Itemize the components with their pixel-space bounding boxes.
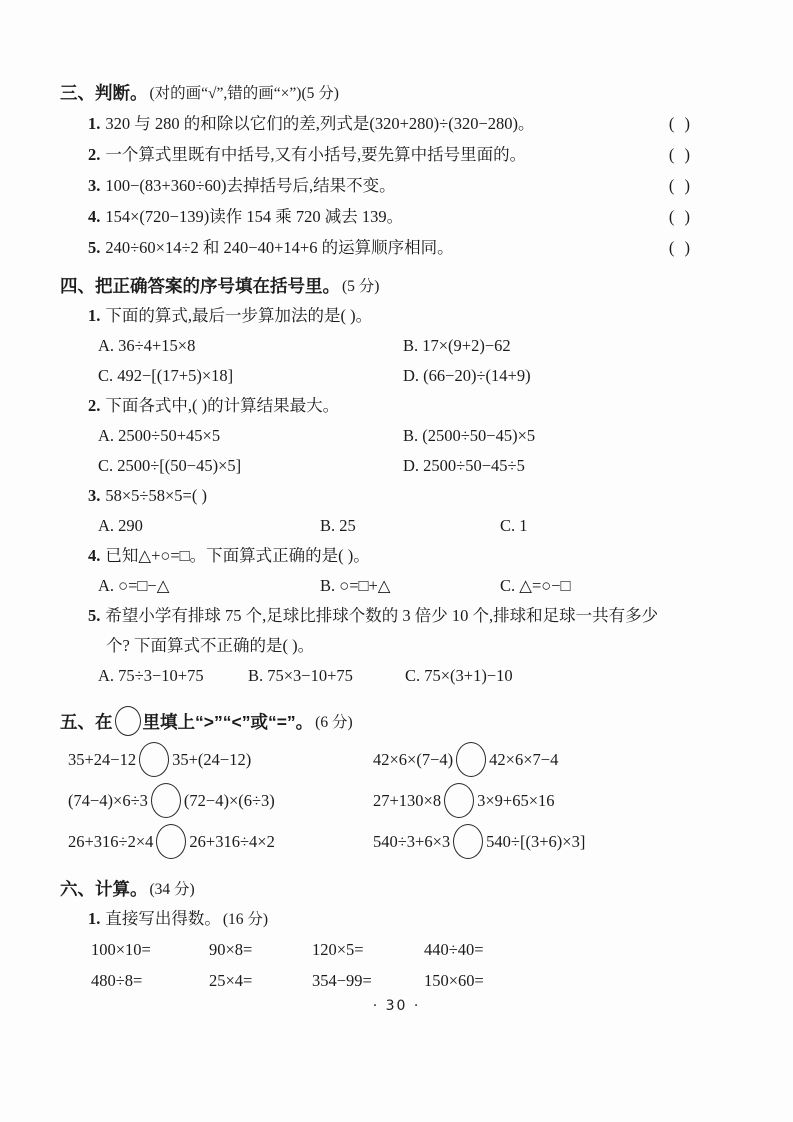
answer-brackets: ( ) bbox=[668, 114, 693, 133]
expression-right: 540÷[(3+6)×3] bbox=[486, 831, 586, 851]
page-number: · 30 · bbox=[372, 998, 421, 1014]
item-text: 100−(83+360÷60)去掉括号后,结果不变。 bbox=[105, 176, 396, 195]
calc-subheader bbox=[88, 904, 693, 934]
compare-pair bbox=[68, 742, 373, 777]
option-b: B. 17×(9+2)−62 bbox=[403, 336, 511, 355]
section-5-note: (6 分) bbox=[315, 714, 353, 731]
option-a: A. ○=□−△ bbox=[98, 576, 170, 595]
item-text: 一个算式里既有中括号,又有小括号,要先算中括号里面的。 bbox=[105, 145, 527, 164]
option-c: C. 75×(3+1)−10 bbox=[405, 666, 513, 685]
choice-q3-stem bbox=[88, 481, 693, 511]
compare-circle-blank bbox=[151, 783, 181, 818]
item-number: 5. bbox=[88, 238, 101, 257]
item-number: 2. bbox=[88, 145, 101, 164]
item-number: 1. bbox=[88, 114, 101, 133]
option-b: B. ○=□+△ bbox=[320, 576, 391, 595]
expression-left: 27+130×8 bbox=[373, 790, 442, 810]
calc-expression: 100×10= bbox=[91, 940, 151, 959]
calc-expression: 150×60= bbox=[424, 971, 484, 990]
option-a: A. 290 bbox=[98, 516, 143, 535]
compare-circle-blank bbox=[456, 742, 486, 777]
calc-expression: 354−99= bbox=[312, 971, 372, 990]
calc-expression: 25×4= bbox=[209, 971, 253, 990]
stem-text: 希望小学有排球 75 个,足球比排球个数的 3 倍少 10 个,排球和足球一共有多少 bbox=[105, 606, 659, 625]
expression-right: 3×9+65×16 bbox=[477, 790, 555, 810]
option-b: B. (2500÷50−45)×5 bbox=[403, 426, 536, 445]
choice-q1-stem bbox=[88, 301, 693, 331]
option-b: B. 75×3−10+75 bbox=[248, 666, 353, 685]
worksheet-content bbox=[60, 76, 693, 996]
choice-q2-options-row1 bbox=[98, 421, 693, 451]
answer-brackets: ( ) bbox=[668, 145, 693, 164]
expression-left: 35+24−12 bbox=[68, 749, 137, 769]
compare-circle-blank bbox=[139, 742, 169, 777]
option-d: D. 2500÷50−45÷5 bbox=[403, 456, 525, 475]
compare-pair bbox=[373, 783, 555, 818]
item-text: 240÷60×14÷2 和 240−40+14+6 的运算顺序相同。 bbox=[105, 238, 454, 257]
item-number: 2. bbox=[88, 396, 101, 415]
compare-pair bbox=[68, 783, 373, 818]
choice-q1-options-row1 bbox=[98, 331, 693, 361]
calc-expression: 90×8= bbox=[209, 940, 253, 959]
section-3-title: 三、判断。 bbox=[60, 82, 148, 103]
judge-item-1 bbox=[88, 108, 693, 139]
stem-text: 已知△+○=□。下面算式正确的是( )。 bbox=[105, 546, 370, 565]
judge-item-3 bbox=[88, 170, 693, 201]
compare-pair bbox=[373, 742, 558, 777]
answer-brackets: ( ) bbox=[668, 176, 693, 195]
compare-pair bbox=[373, 824, 585, 859]
option-c: C. 492−[(17+5)×18] bbox=[98, 366, 234, 385]
expression-right: (72−4)×(6÷3) bbox=[183, 790, 275, 810]
option-d: D. (66−20)÷(14+9) bbox=[403, 366, 531, 385]
compare-circle-blank bbox=[444, 783, 474, 818]
option-c: C. 2500÷[(50−45)×5] bbox=[98, 456, 242, 475]
item-text: 320 与 280 的和除以它们的差,列式是(320+280)÷(320−280)。 bbox=[105, 114, 535, 133]
judge-item-4 bbox=[88, 201, 693, 232]
item-number: 3. bbox=[88, 486, 101, 505]
section-6-note: (34 分) bbox=[149, 881, 195, 898]
option-c: C. △=○−□ bbox=[500, 576, 571, 595]
compare-row-2 bbox=[68, 780, 693, 821]
choice-q5-stem-line2 bbox=[106, 631, 693, 661]
choice-q4-stem bbox=[88, 541, 693, 571]
item-number: 1. bbox=[88, 306, 101, 325]
item-number: 5. bbox=[88, 606, 101, 625]
section-5-title-mid: 里填上“>”“<”或“=”。 bbox=[142, 711, 314, 732]
option-a: A. 75÷3−10+75 bbox=[98, 666, 204, 685]
expression-right: 35+(24−12) bbox=[172, 749, 252, 769]
option-c: C. 1 bbox=[500, 516, 528, 535]
section-4-note: (5 分) bbox=[342, 278, 380, 295]
option-b: B. 25 bbox=[320, 516, 356, 535]
expression-left: (74−4)×6÷3 bbox=[68, 790, 148, 810]
section-4-title: 四、把正确答案的序号填在括号里。 bbox=[60, 275, 340, 296]
answer-brackets: ( ) bbox=[668, 238, 693, 257]
calc-expression: 480÷8= bbox=[91, 971, 143, 990]
section-4-header bbox=[60, 269, 693, 301]
choice-q4-options bbox=[98, 571, 693, 601]
stem-text: 下面各式中,( )的计算结果最大。 bbox=[105, 396, 340, 415]
choice-q2-options-row2 bbox=[98, 451, 693, 481]
section-3-header bbox=[60, 76, 693, 108]
choice-q3-options bbox=[98, 511, 693, 541]
item-number: 4. bbox=[88, 207, 101, 226]
compare-circle-icon bbox=[115, 706, 141, 736]
section-6-title: 六、计算。 bbox=[60, 878, 148, 899]
calc-expression: 440÷40= bbox=[424, 940, 484, 959]
item-number: 1. bbox=[88, 909, 101, 928]
calc-expression: 120×5= bbox=[312, 940, 364, 959]
subheader-text: 直接写出得数。 bbox=[105, 909, 221, 928]
item-text: 154×(720−139)读作 154 乘 720 减去 139。 bbox=[105, 207, 404, 226]
answer-brackets: ( ) bbox=[668, 207, 693, 226]
choice-q5-stem bbox=[88, 601, 693, 631]
compare-pair bbox=[68, 824, 373, 859]
option-a: A. 36÷4+15×8 bbox=[98, 336, 196, 355]
item-number: 4. bbox=[88, 546, 101, 565]
option-a: A. 2500÷50+45×5 bbox=[98, 426, 221, 445]
calc-row-1 bbox=[91, 934, 693, 965]
stem-text: 下面的算式,最后一步算加法的是( )。 bbox=[105, 306, 373, 325]
section-5-title-pre: 五、在 bbox=[60, 711, 113, 732]
section-3-note: (对的画“√”,错的画“×”)(5 分) bbox=[149, 85, 339, 102]
expression-right: 42×6×7−4 bbox=[489, 749, 559, 769]
judge-item-5 bbox=[88, 232, 693, 263]
expression-left: 26+316÷2×4 bbox=[68, 831, 154, 851]
compare-row-1 bbox=[68, 739, 693, 780]
calc-sub-note: (16 分) bbox=[222, 911, 269, 928]
section-5-header bbox=[60, 703, 693, 739]
stem-text: 58×5÷58×5=( ) bbox=[105, 486, 207, 505]
calc-row-2 bbox=[91, 965, 693, 996]
section-6-header bbox=[60, 872, 693, 904]
compare-row-3 bbox=[68, 821, 693, 862]
item-number: 3. bbox=[88, 176, 101, 195]
compare-circle-blank bbox=[453, 824, 483, 859]
expression-left: 42×6×(7−4) bbox=[373, 749, 454, 769]
compare-circle-blank bbox=[156, 824, 186, 859]
choice-q2-stem bbox=[88, 391, 693, 421]
choice-q5-options bbox=[98, 661, 693, 691]
expression-left: 540÷3+6×3 bbox=[373, 831, 451, 851]
judge-item-2 bbox=[88, 139, 693, 170]
expression-right: 26+316÷4×2 bbox=[189, 831, 275, 851]
stem-text: 个? 下面算式不正确的是( )。 bbox=[106, 636, 315, 655]
choice-q1-options-row2 bbox=[98, 361, 693, 391]
